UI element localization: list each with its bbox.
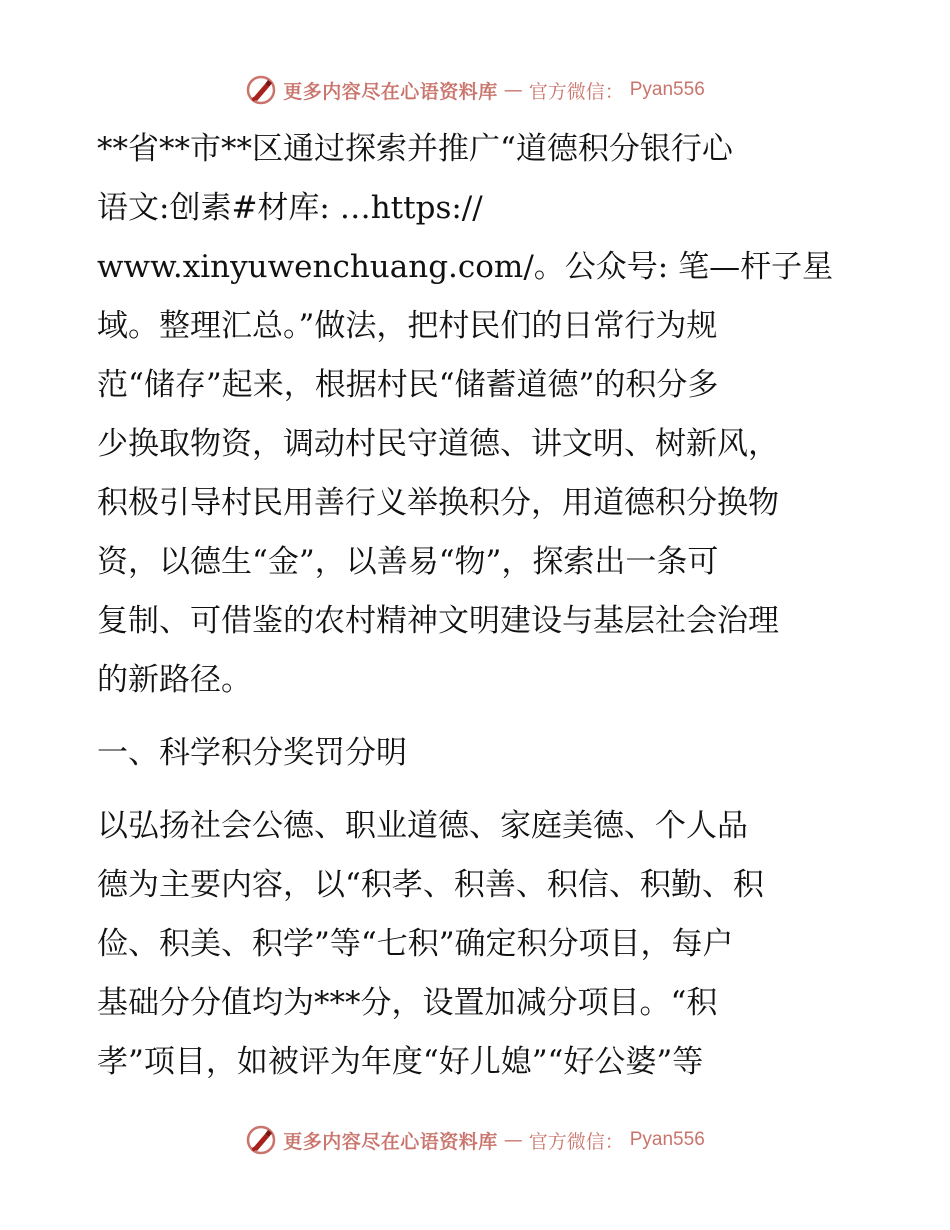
pen-logo-icon xyxy=(245,74,277,106)
footer-banner-separator: — xyxy=(503,1129,523,1151)
text-line: 范“储存”起来，根据村民“储蓄道德”的积分多 xyxy=(97,367,719,403)
footer-banner-content xyxy=(245,1124,705,1156)
text-line: 俭、积美、积学”等“七积”确定积分项目，每户 xyxy=(97,926,734,962)
text-line: 积极引导村民用善行义举换积分，用道德积分换物 xyxy=(97,485,779,521)
text-line: 域。整理汇总。”做法，把村民们的日常行为规 xyxy=(97,308,718,344)
text-line: 孝”项目，如被评为年度“好儿媳”“好公婆”等 xyxy=(97,1044,704,1080)
text-line: 基础分分值均为***分，设置加减分项目。“积 xyxy=(97,985,718,1021)
header-banner-separator: — xyxy=(503,79,523,101)
text-line: 的新路径。 xyxy=(97,662,252,698)
footer-wechat-label: 官方微信： xyxy=(528,1130,624,1153)
text-line: 少换取物资，调动村民守道德、讲文明、树新风， xyxy=(97,426,779,462)
text-line: 语文:创素#材库: …https:// xyxy=(97,190,483,226)
paragraph-section-one xyxy=(97,797,857,1092)
document-body xyxy=(97,120,857,1092)
header-banner-content xyxy=(245,74,705,106)
text-line: www.xinyuwenchuang.com/。公众号: 笔—杆子星 xyxy=(97,249,834,285)
header-banner xyxy=(0,70,950,110)
text-line: **省**市**区通过探索并推广“道德积分银行心 xyxy=(97,131,733,167)
footer-banner-text: 更多内容尽在心语资料库 xyxy=(283,1130,498,1153)
text-line: 德为主要内容，以“积孝、积善、积信、积勤、积 xyxy=(97,867,764,903)
section-heading xyxy=(97,724,857,783)
text-line: 复制、可借鉴的农村精神文明建设与基层社会治理 xyxy=(97,603,779,639)
text-line: 以弘扬社会公德、职业道德、家庭美德、个人品 xyxy=(97,808,748,844)
footer-wechat-id: Pyan556 xyxy=(629,1129,705,1150)
header-wechat-label: 官方微信： xyxy=(528,80,624,103)
paragraph-intro xyxy=(97,120,857,710)
pen-logo-icon xyxy=(245,1124,277,1156)
text-line: 资，以德生“金”，以善易“物”，探索出一条可 xyxy=(97,544,719,580)
section-heading-text: 一、科学积分奖罚分明 xyxy=(97,735,407,771)
footer-banner xyxy=(0,1120,950,1160)
header-banner-text: 更多内容尽在心语资料库 xyxy=(283,80,498,103)
header-wechat-id: Pyan556 xyxy=(629,79,705,100)
